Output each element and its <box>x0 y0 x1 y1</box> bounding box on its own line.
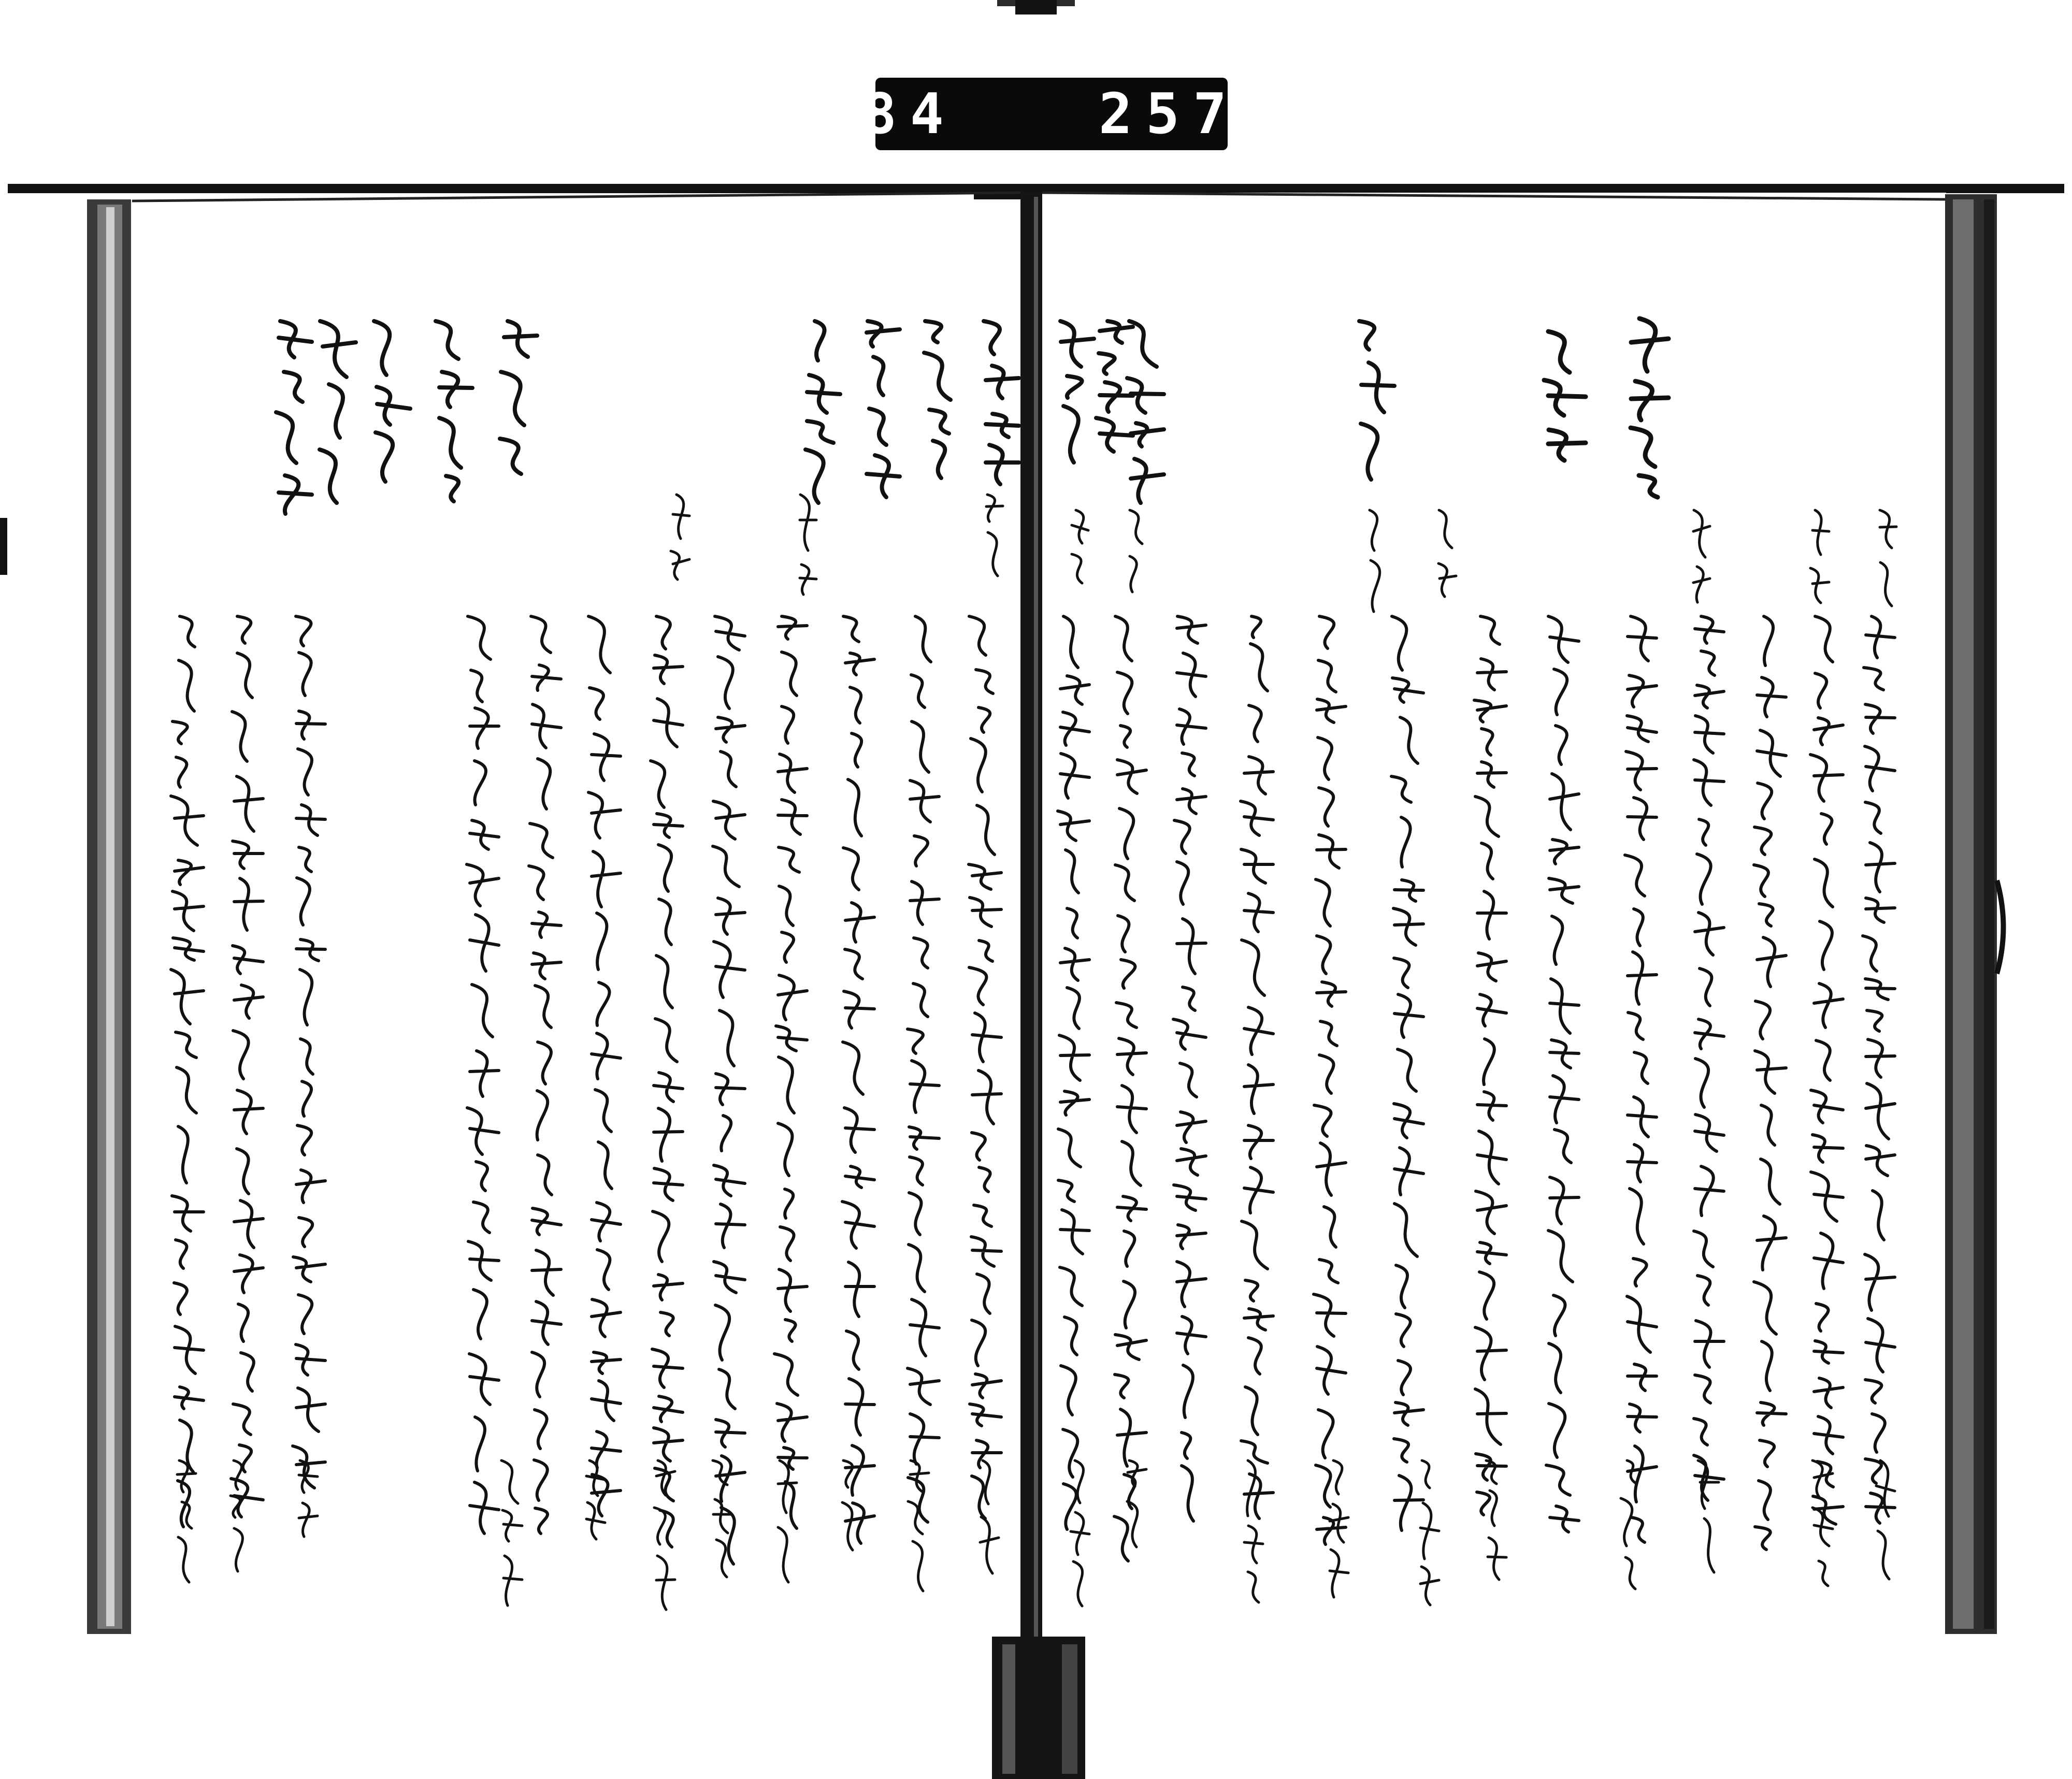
left-margin-mark <box>0 518 7 575</box>
bottom-clip <box>992 1637 1085 1779</box>
right-page <box>1042 193 1946 1638</box>
frame-number-text: 284 257. <box>815 81 1288 147</box>
left-page <box>132 199 1023 1644</box>
frame-number-label <box>815 78 1288 150</box>
right-page-edge <box>1945 194 2004 1634</box>
left-page-edge <box>87 199 131 1634</box>
book-spine <box>1020 192 1042 1642</box>
